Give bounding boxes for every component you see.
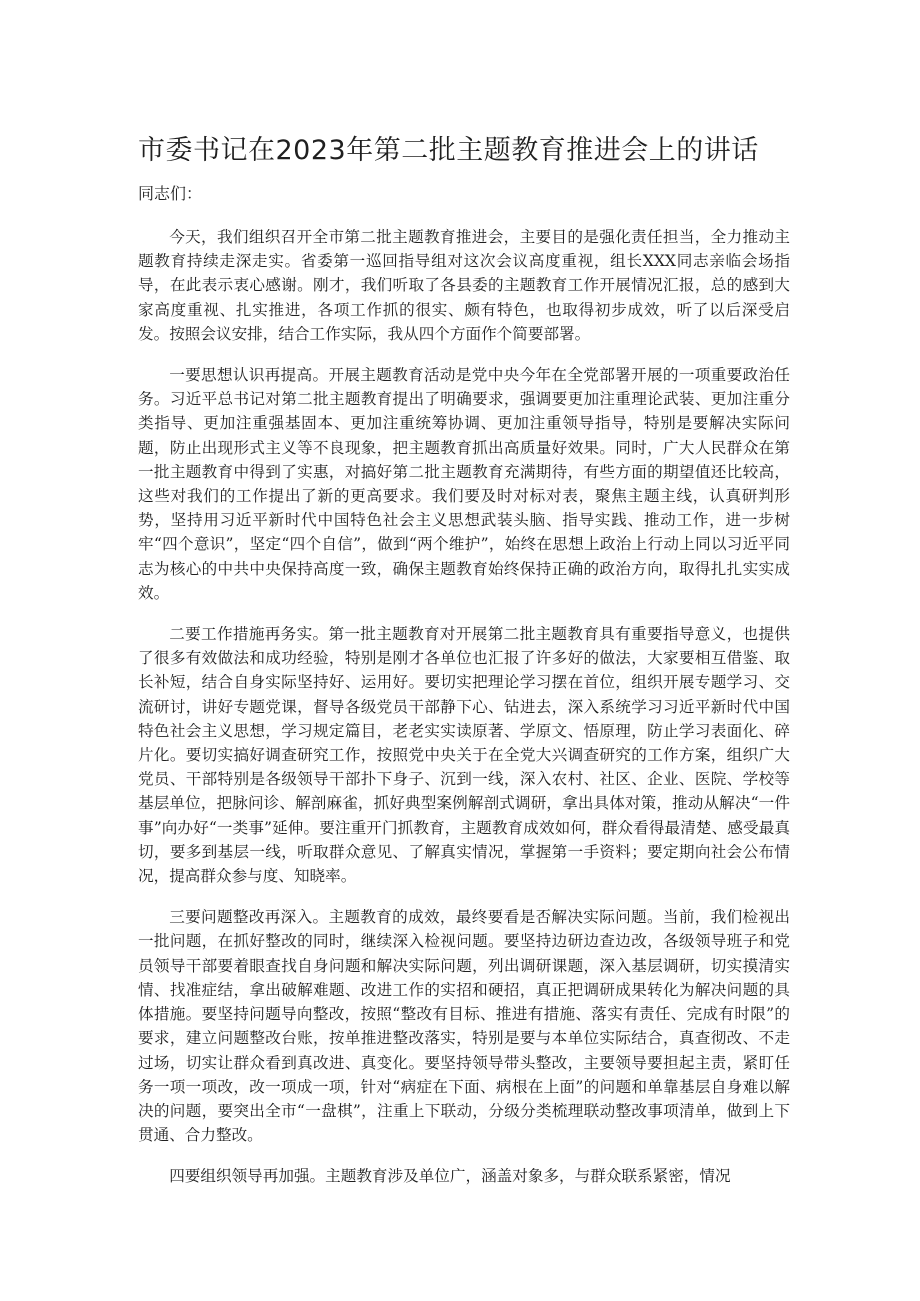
paragraph-point-one: 一要思想认识再提高。开展主题教育活动是党中央今年在全党部署开展的一项重要政治任务。习近平总书记对第二批主题教育提出了明确要求，强调要更加注重理论武装、更加注重分类指导、更加注重强基固本、更加注重统筹协调、更加注重领导指导，特别是要解决实际问题，防止出现形式主义等不良现象，把主题教育抓出高质量好效果。同时，广大人民群众在第一批主题教育中得到了实惠，对搞好第二批主题教育充满期待，有些方面的期望值还比较高，这些对我们的工作提出了新的更高要求。我们要及时对标对表，聚焦主题主线，认真研判形势，坚持用习近平新时代中国特色社会主义思想武装头脑、指导实践、推动工作，进一步树牢“四个意识”，坚定“四个自信”，做到“两个维护”，始终在思想上政治上行动上同以习近平同志为核心的中共中央保持高度一致，确保主题教育始终保持正确的政治方向，取得扎扎实实成效。	[138, 366, 790, 602]
paragraph-point-three: 三要问题整改再深入。主题教育的成效，最终要看是否解决实际问题。当前，我们检视出一批问题，在抓好整改的同时，继续深入检视问题。要坚持边研边查边改，各级领导班子和党员领导干部要着眼查找自身问题和解决实际问题，列出调研课题，深入基层调研，切实摸清实情、找准症结，拿出破解难题、改进工作的实招和硬招，真正把调研成果转化为解决问题的具体措施。要坚持问题导向整改，按照“整改有目标、推进有措施、落实有责任、完成有时限”的要求，建立问题整改台账，按单推进整改落实，特别是要与本单位实际结合，真查彻改、不走过场，切实让群众看到真改进、真变化。要坚持领导带头整改，主要领导要担起主责，紧盯任务一项一项改，改一项成一项，针对“病症在下面、病根在上面”的问题和单靠基层自身难以解决的问题，要突出全市“一盘棋”，注重上下联动，分级分类梳理联动整改事项清单，做到上下贯通、合力整改。	[138, 908, 790, 1145]
document-body	[138, 225, 790, 1206]
salutation: 同志们：	[138, 184, 203, 203]
paragraph-point-two: 二要工作措施再务实。第一批主题教育对开展第二批主题教育具有重要指导意义，也提供了很多有效做法和成功经验，特别是刚才各单位也汇报了许多好的做法，大家要相互借鉴、取长补短，结合自身实际坚持好、运用好。要切实把理论学习摆在首位，组织开展专题学习、交流研讨，讲好专题党课，督导各级党员干部静下心、钻进去，深入系统学习习近平新时代中国特色社会主义思想，学习规定篇目，老老实实读原著、学原文、悟原理，防止学习表面化、碎片化。要切实搞好调查研究工作，按照党中央关于在全党大兴调查研究的工作方案，组织广大党员、干部特别是各级领导干部扑下身子、沉到一线，深入农村、社区、企业、医院、学校等基层单位，把脉问诊、解剖麻雀，抓好典型案例解剖式调研，拿出具体对策，推动从解决“一件事”向办好“一类事”延伸。要注重开门抓教育，主题教育成效如何，群众看得最清楚、感受最真切，要多到基层一线，听取群众意见、了解真实情况，掌握第一手资料；要定期向社会公布情况，提高群众参与度、知晓率。	[138, 625, 790, 886]
paragraph-point-four: 四要组织领导再加强。主题教育涉及单位广，涵盖对象多，与群众联系紧密，情况	[169, 1167, 731, 1186]
paragraph-opening: 今天，我们组织召开全市第二批主题教育推进会，主要目的是强化责任担当，全力推动主题教育持续走深走实。省委第一巡回指导组对这次会议高度重视，组长XXX同志亲临会场指导，在此表示衷心感谢。刚才，我们听取了各县委的主题教育工作开展情况汇报，总的感到大家高度重视、扎实推进，各项工作抓的很实、颇有特色，也取得初步成效，听了以后深受启发。按照会议安排，结合工作实际，我从四个方面作个简要部署。	[138, 228, 790, 343]
document-title: 市委书记在2023年第二批主题教育推进会上的讲话	[138, 135, 759, 166]
